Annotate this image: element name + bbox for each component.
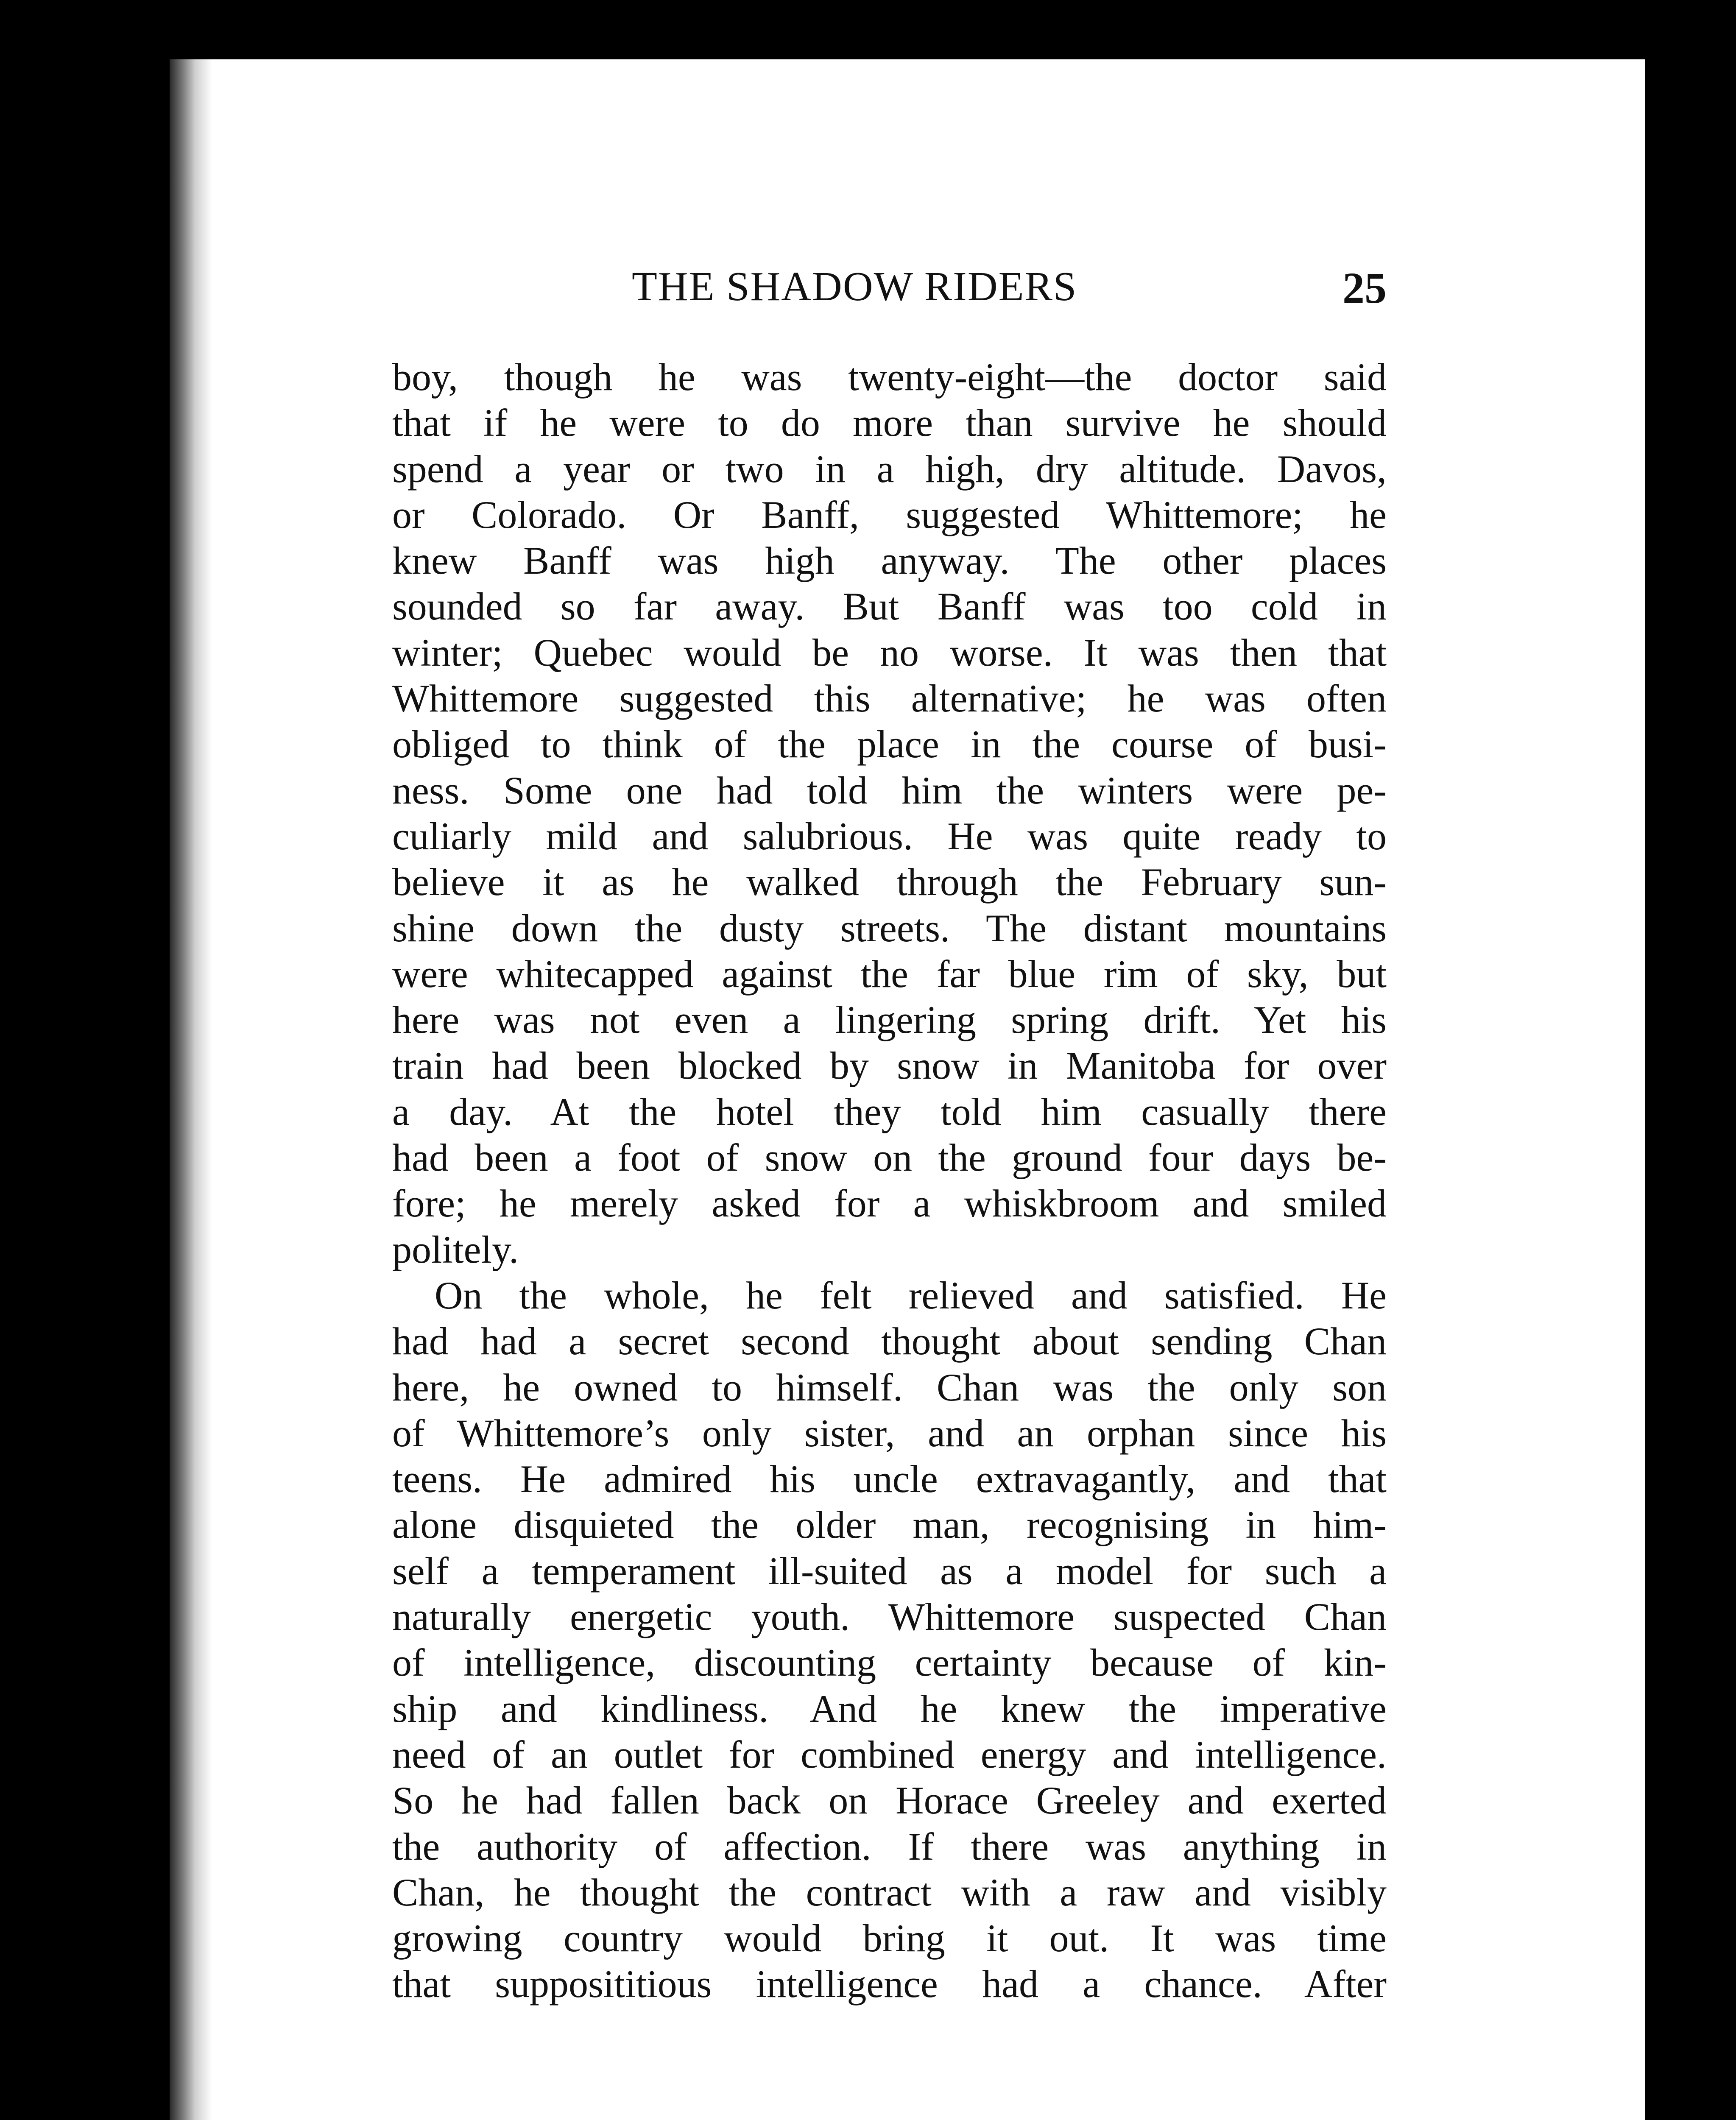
text-line: train had been blocked by snow in Manitoba for over xyxy=(392,1044,1387,1088)
page-header xyxy=(394,254,1387,322)
text-line: ship and kindliness. And he knew the imperative xyxy=(392,1687,1387,1730)
text-line: Chan, he thought the contract with a raw and visibly xyxy=(392,1870,1387,1914)
text-line: shine down the dusty streets. The distant mountains xyxy=(392,906,1387,950)
text-line: knew Banff was high anyway. The other places xyxy=(392,539,1387,583)
text-line: were whitecapped against the far blue rim of sky, but xyxy=(392,952,1387,996)
text-line: alone disquieted the older man, recognising in him- xyxy=(392,1503,1387,1547)
running-head: THE SHADOW RIDERS xyxy=(632,264,1077,310)
text-line: fore; he merely asked for a whiskbroom and smiled xyxy=(392,1182,1387,1225)
text-line: So he had fallen back on Horace Greeley and exerted xyxy=(392,1779,1387,1822)
text-line: obliged to think of the place in the course of busi- xyxy=(392,722,1387,766)
text-line: or Colorado. Or Banff, suggested Whittemore; he xyxy=(392,493,1387,536)
text-line: growing country would bring it out. It was time xyxy=(392,1916,1387,1960)
text-line: had had a secret second thought about sending Chan xyxy=(392,1319,1387,1363)
text-line: spend a year or two in a high, dry altitude. Davos, xyxy=(392,447,1387,491)
text-line: ness. Some one had told him the winters were pe- xyxy=(392,768,1387,812)
page-gutter-shadow xyxy=(170,59,212,2120)
text-line: here was not even a lingering spring drift. Yet his xyxy=(392,998,1387,1042)
text-line: need of an outlet for combined energy and intelligence. xyxy=(392,1732,1387,1776)
text-line: culiarly mild and salubrious. He was quite ready to xyxy=(392,814,1387,858)
text-line: had been a foot of snow on the ground four days be- xyxy=(392,1136,1387,1180)
text-line: On the whole, he felt relieved and satisfied. He xyxy=(435,1273,1387,1317)
text-line: believe it as he walked through the February sun- xyxy=(392,860,1387,904)
text-line: the authority of affection. If there was anything in xyxy=(392,1824,1387,1868)
text-line: of intelligence, discounting certainty because of kin- xyxy=(392,1641,1387,1685)
text-line: here, he owned to himself. Chan was the only son xyxy=(392,1365,1387,1409)
text-line: naturally energetic youth. Whittemore suspected Chan xyxy=(392,1595,1387,1639)
text-line: that if he were to do more than survive he should xyxy=(392,401,1387,445)
text-line: politely. xyxy=(392,1227,519,1271)
text-line: winter; Quebec would be no worse. It was then that xyxy=(392,630,1387,674)
body-text xyxy=(392,354,1387,2007)
text-line: that supposititious intelligence had a chance. After xyxy=(392,1962,1387,2006)
page-number: 25 xyxy=(1342,264,1387,312)
text-line: Whittemore suggested this alternative; he was often xyxy=(392,677,1387,720)
text-line: of Whittemore’s only sister, and an orphan since his xyxy=(392,1411,1387,1455)
text-line: a day. At the hotel they told him casually there xyxy=(392,1090,1387,1133)
text-line: sounded so far away. But Banff was too cold in xyxy=(392,585,1387,628)
text-line: self a temperament ill-suited as a model for such a xyxy=(392,1549,1387,1593)
page-right-edge xyxy=(1645,59,1671,2120)
text-line: teens. He admired his uncle extravagantly, and that xyxy=(392,1457,1387,1501)
text-line: boy, though he was twenty-eight—the doctor said xyxy=(392,355,1387,399)
